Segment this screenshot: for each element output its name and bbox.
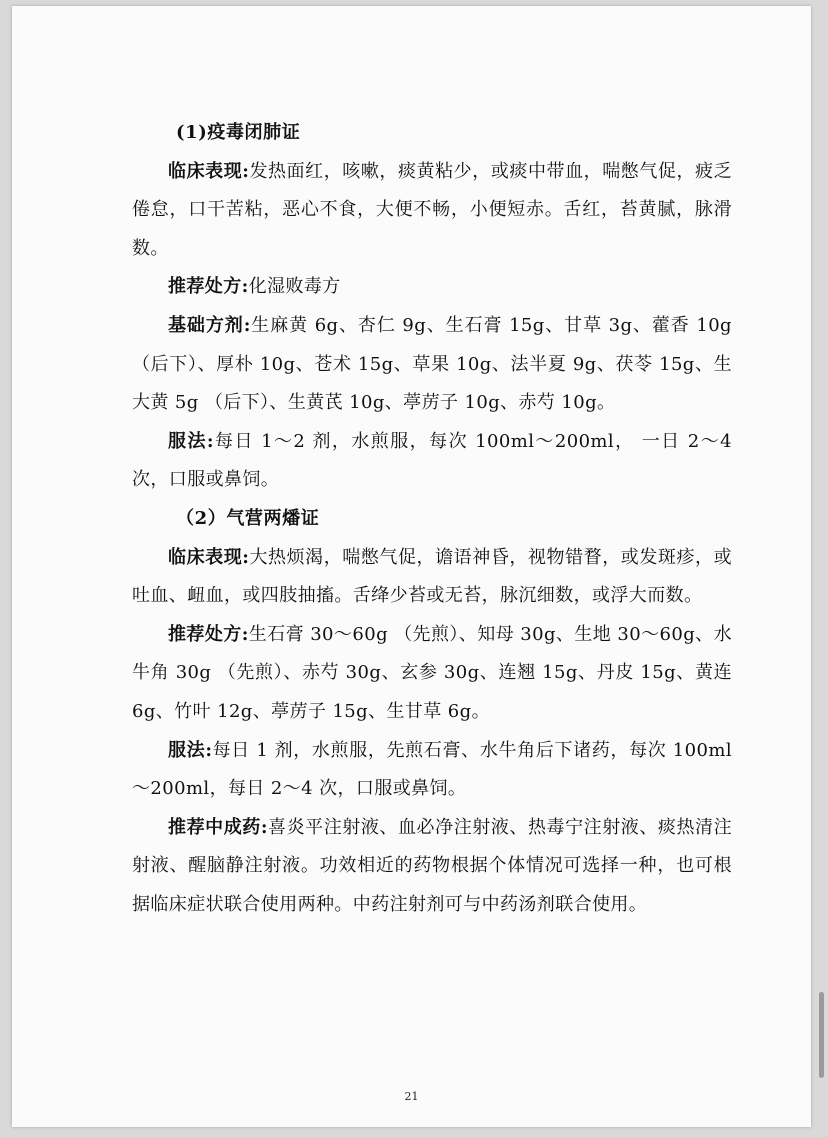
section-heading-1: (1)疫毒闭肺证 bbox=[176, 122, 301, 143]
paragraph-text: 生麻黄 6g、杏仁 9g、生石膏 15g、甘草 3g、藿香 10g （后下）、厚朴 10g、苍术 15g、草果 10g、法半夏 9g、茯苓 15g、生大黄 5g （后下）、生黄芪 10g、葶苈子 10g、赤芍 10g。 bbox=[132, 314, 732, 414]
paragraph-recommended-prescription-1 bbox=[132, 268, 732, 307]
paragraph-label: 基础方剂: bbox=[168, 314, 251, 336]
paragraph-text: 每日 1～2 剂，水煎服，每次 100ml～200ml， 一日 2～4 次，口服或鼻饲。 bbox=[132, 430, 732, 491]
page-number: 21 bbox=[404, 1090, 419, 1103]
paragraph-label: 推荐中成药: bbox=[168, 816, 268, 838]
paragraph-label: 推荐处方: bbox=[168, 276, 249, 298]
document-page bbox=[12, 6, 811, 1127]
paragraph-text: 生石膏 30～60g （先煎）、知母 30g、生地 30～60g、水牛角 30g （先煎）、赤芍 30g、玄参 30g、连翘 15g、丹皮 15g、黄连 6g、竹叶 12g、葶苈子 15g、生甘草 6g。 bbox=[132, 623, 732, 722]
paragraph-dosage-2 bbox=[132, 732, 732, 809]
section-heading-2: （2）气营两燔证 bbox=[176, 507, 320, 529]
paragraph-dosage-1 bbox=[132, 423, 732, 500]
paragraph-clinical-manifestation-1 bbox=[132, 153, 732, 269]
paragraph-text: 喜炎平注射液、血必净注射液、热毒宁注射液、痰热清注射液、醒脑静注射液。功效相近的药物根据个体情况可选择一种，也可根据临床症状联合使用两种。中药注射剂可与中药汤剂联合使用。 bbox=[132, 816, 732, 915]
paragraph-clinical-manifestation-2 bbox=[132, 539, 732, 616]
paragraph-label: 服法: bbox=[168, 430, 214, 452]
paragraph-label: 服法: bbox=[168, 739, 213, 761]
paragraph-text: 大热烦渴，喘憋气促，谵语神昏，视物错瞀，或发斑疹，或吐血、衄血，或四肢抽搐。舌绛少苔或无苔，脉沉细数，或浮大而数。 bbox=[132, 546, 732, 607]
paragraph-text: 化湿败毒方 bbox=[248, 276, 341, 298]
paragraph-text: 发热面红，咳嗽，痰黄粘少，或痰中带血，喘憋气促，疲乏倦怠，口干苦粘，恶心不食，大便不畅，小便短赤。舌红，苔黄腻，脉滑数。 bbox=[132, 160, 732, 259]
paragraph-recommended-patent-medicine bbox=[132, 809, 732, 925]
scrollbar-thumb[interactable] bbox=[819, 992, 824, 1078]
paragraph-label: 推荐处方: bbox=[168, 623, 249, 645]
paragraph-label: 临床表现: bbox=[168, 160, 250, 182]
paragraph-recommended-prescription-2 bbox=[132, 616, 732, 732]
paragraph-label: 临床表现: bbox=[168, 546, 250, 568]
paragraph-text: 每日 1 剂，水煎服，先煎石膏、水牛角后下诸药，每次 100ml～200ml，每日 2～4 次，口服或鼻饲。 bbox=[132, 739, 732, 800]
page-content bbox=[132, 114, 732, 924]
paragraph-base-formula-1 bbox=[132, 307, 732, 423]
